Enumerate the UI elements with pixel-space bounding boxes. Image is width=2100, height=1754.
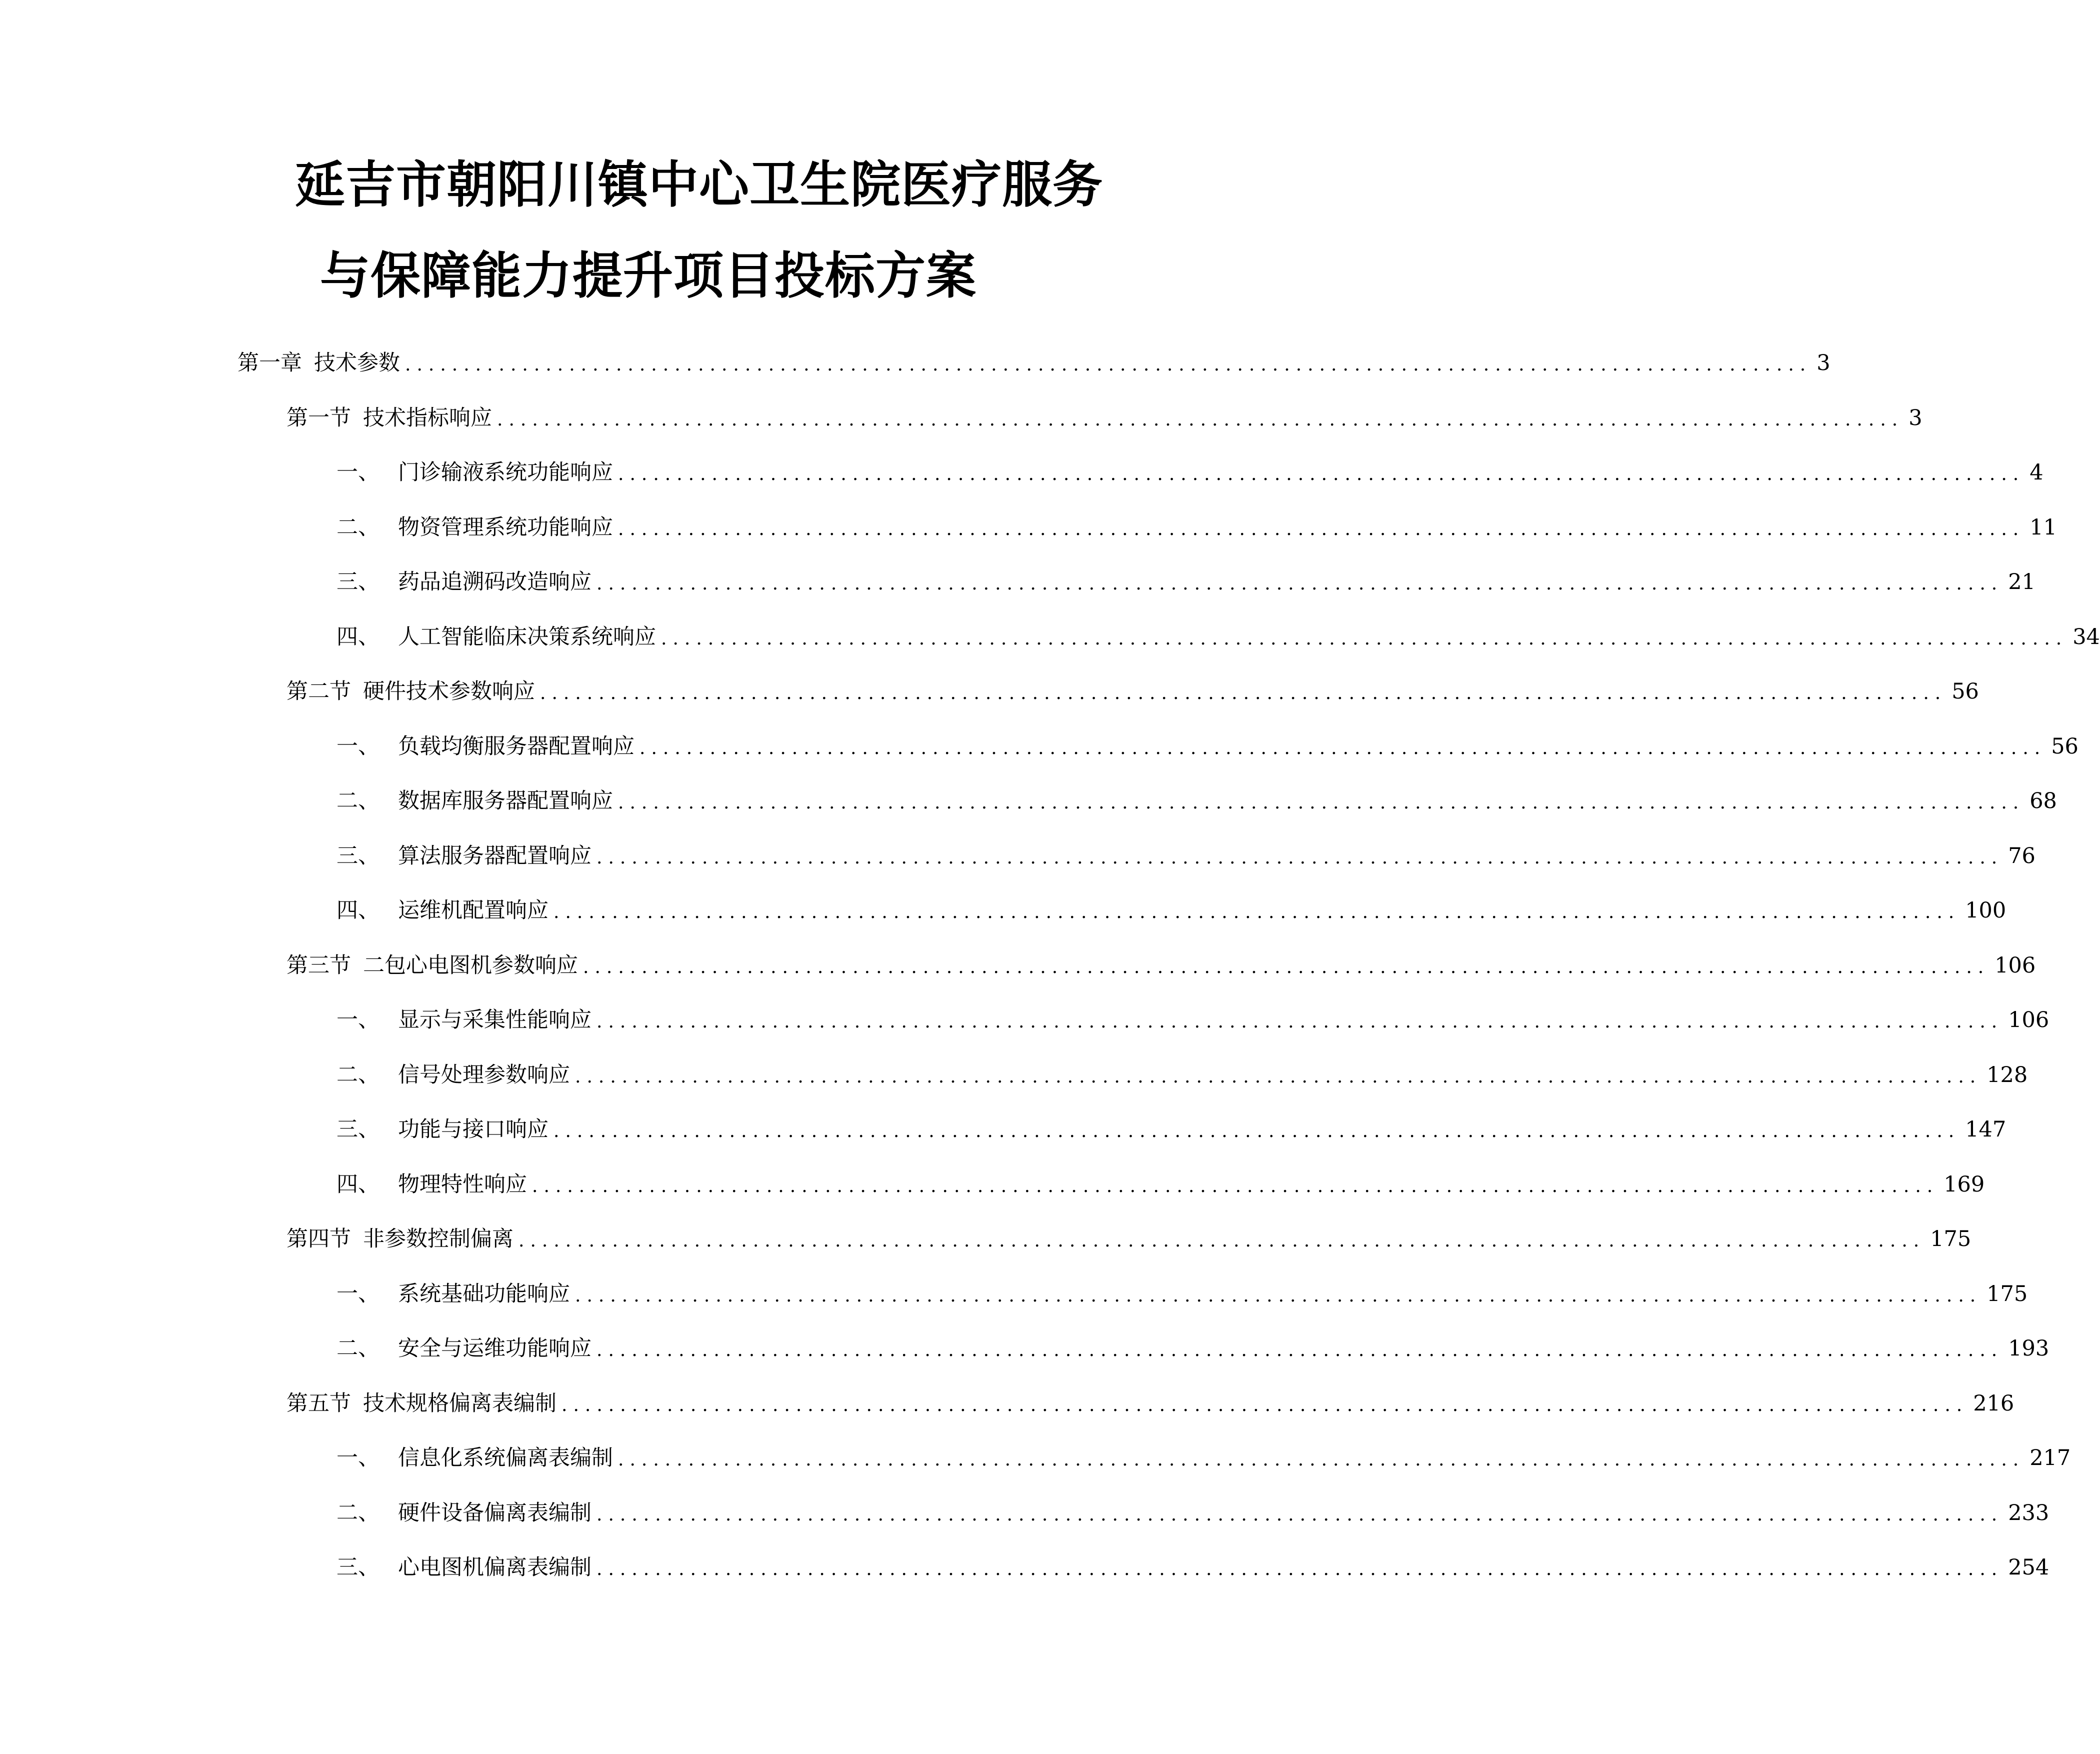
toc-entry-marker: 二、 [336,1336,380,1361]
toc-entry-page-number: 217 [2030,1446,2071,1470]
toc-entry-label: 物理特性响应 [398,1172,527,1197]
toc-entry-label: 心电图机偏离表编制 [398,1555,592,1580]
toc-entry-label: 二包心电图机参数响应 [363,953,578,978]
toc-entry-page-number: 216 [1973,1391,2014,1416]
toc-entry[interactable] [336,504,2057,540]
toc-entry-page-number: 175 [1986,1282,2028,1306]
toc-entry[interactable] [286,1380,2014,1416]
toc-entry-label: 人工智能临床决策系统响应 [398,624,656,650]
toc-entry[interactable] [336,1544,2050,1580]
toc-entry-marker: 四、 [336,1172,380,1197]
toc-entry-page-number: 254 [2008,1555,2050,1580]
toc-dot-leader: ........................................................................................................................ [518,1230,1926,1251]
toc-dot-leader: ........................................................................................................................ [532,1176,1939,1196]
document-title-line-2: 与保障能力提升项目投标方案 [320,246,976,305]
toc-dot-leader: ........................................................................................................................ [575,1066,1982,1087]
toc-entry-page-number: 68 [2030,788,2057,814]
toc-entry[interactable] [336,1434,2071,1470]
toc-dot-leader: ........................................................................................................................ [497,410,1904,430]
toc-entry-marker: 四、 [336,624,380,650]
toc-entry-label: 显示与采集性能响应 [398,1008,592,1032]
toc-entry[interactable] [286,942,2036,978]
toc-entry[interactable] [286,1215,1972,1252]
toc-dot-leader: ........................................................................................................................ [540,683,1947,704]
toc-entry[interactable] [336,1270,2028,1306]
toc-dot-leader: ........................................................................................................................ [618,1450,2025,1470]
toc-entry-label: 负载均衡服务器配置响应 [398,734,634,759]
toc-entry-page-number: 100 [1965,898,2006,923]
toc-entry-label: 技术指标响应 [363,406,492,430]
document-title-line-1: 延吉市朝阳川镇中心卫生院医疗服务 [295,156,1103,214]
toc-dot-leader: ........................................................................................................................ [596,574,2004,594]
toc-entry[interactable] [286,668,1979,704]
toc-dot-leader: ........................................................................................................................ [405,354,1812,375]
toc-entry-marker: 二、 [336,515,380,540]
toc-entry-page-number: 21 [2008,570,2036,594]
toc-entry[interactable] [336,1489,2050,1526]
toc-entry-page-number: 56 [2051,734,2078,759]
toc-entry-marker: 二、 [336,788,380,814]
toc-entry-page-number: 175 [1930,1226,1972,1252]
toc-entry-marker: 一、 [336,734,380,759]
toc-entry-marker: 四、 [336,898,380,923]
toc-entry-marker: 二、 [336,1062,380,1088]
toc-dot-leader: ........................................................................................................................ [583,957,1990,978]
toc-entry[interactable] [336,1051,2028,1088]
toc-entry-label: 技术规格偏离表编制 [363,1391,556,1416]
toc-entry-marker: 第二节 [286,679,351,704]
toc-entry[interactable] [336,777,2057,814]
toc-entry[interactable] [336,832,2036,868]
toc-entry-page-number: 106 [1994,953,2036,978]
toc-entry-page-number: 106 [2008,1008,2050,1032]
toc-entry-marker: 三、 [336,1555,380,1580]
toc-entry-label: 信息化系统偏离表编制 [398,1446,613,1470]
toc-dot-leader: ........................................................................................................................ [562,1395,1968,1416]
toc-entry-marker: 一、 [336,1008,380,1032]
toc-entry-page-number: 128 [1986,1062,2028,1088]
toc-entry[interactable] [336,448,2044,485]
toc-entry-marker: 二、 [336,1500,380,1526]
toc-entry-label: 药品追溯码改造响应 [398,570,592,594]
toc-dot-leader: ........................................................................................................................ [596,1504,2004,1525]
toc-entry-marker: 第四节 [286,1226,351,1252]
toc-entry-page-number: 34 [2072,624,2100,650]
toc-entry-marker: 三、 [336,844,380,868]
toc-entry-label: 非参数控制偏离 [363,1226,514,1252]
toc-dot-leader: ........................................................................................................................ [554,902,1960,922]
toc-dot-leader: ........................................................................................................................ [596,1012,2004,1032]
toc-entry[interactable] [336,558,2036,594]
toc-entry-page-number: 233 [2008,1500,2050,1526]
toc-dot-leader: ........................................................................................................................ [554,1121,1960,1142]
toc-entry[interactable] [336,722,2078,759]
toc-entry-marker: 三、 [336,570,380,594]
toc-entry-marker: 第三节 [286,953,351,978]
toc-dot-leader: ........................................................................................................................ [640,738,2046,758]
toc-entry-label: 门诊输液系统功能响应 [398,460,613,485]
toc-entry[interactable] [336,1106,2006,1142]
toc-entry[interactable] [336,996,2050,1032]
toc-entry-page-number: 193 [2008,1336,2050,1361]
toc-dot-leader: ........................................................................................................................ [661,628,2068,649]
toc-entry-marker: 一、 [336,460,380,485]
toc-entry[interactable] [286,394,1922,430]
toc-entry-marker: 三、 [336,1117,380,1142]
toc-entry-label: 硬件技术参数响应 [363,679,535,704]
toc-entry-label: 算法服务器配置响应 [398,844,592,868]
toc-entry-label: 数据库服务器配置响应 [398,788,613,814]
toc-entry-marker: 一、 [336,1282,380,1306]
toc-entry-label: 信号处理参数响应 [398,1062,570,1088]
toc-dot-leader: ........................................................................................................................ [618,464,2025,484]
toc-entry-page-number: 147 [1965,1117,2006,1142]
toc-entry-label: 功能与接口响应 [398,1117,548,1142]
toc-dot-leader: ........................................................................................................................ [618,519,2025,540]
toc-entry-page-number: 169 [1944,1172,1985,1197]
toc-entry-label: 物资管理系统功能响应 [398,515,613,540]
toc-entry-page-number: 4 [2030,460,2044,485]
toc-dot-leader: ........................................................................................................................ [618,792,2025,813]
toc-entry-label: 技术参数 [314,350,400,376]
toc-entry-page-number: 56 [1952,679,1979,704]
toc-dot-leader: ........................................................................................................................ [575,1286,1982,1306]
toc-entry[interactable] [336,886,2006,923]
toc-entry[interactable] [336,1324,2050,1361]
toc-entry-page-number: 3 [1816,350,1830,376]
toc-entry[interactable] [336,1160,1985,1197]
toc-entry-marker: 第五节 [286,1391,351,1416]
toc-dot-leader: ........................................................................................................................ [596,1340,2004,1360]
toc-entry-label: 硬件设备偏离表编制 [398,1500,592,1526]
toc-entry[interactable] [238,339,1830,376]
toc-entry-marker: 第一章 [238,350,302,376]
toc-entry-page-number: 11 [2030,515,2057,540]
toc-entry-page-number: 76 [2008,844,2036,868]
toc-dot-leader: ........................................................................................................................ [596,1559,2004,1580]
toc-entry[interactable] [336,613,2100,650]
toc-entry-label: 安全与运维功能响应 [398,1336,592,1361]
toc-entry-page-number: 3 [1908,406,1922,430]
toc-entry-label: 运维机配置响应 [398,898,548,923]
toc-entry-label: 系统基础功能响应 [398,1282,570,1306]
toc-dot-leader: ........................................................................................................................ [596,848,2004,868]
toc-entry-marker: 一、 [336,1446,380,1470]
toc-entry-marker: 第一节 [286,406,351,430]
